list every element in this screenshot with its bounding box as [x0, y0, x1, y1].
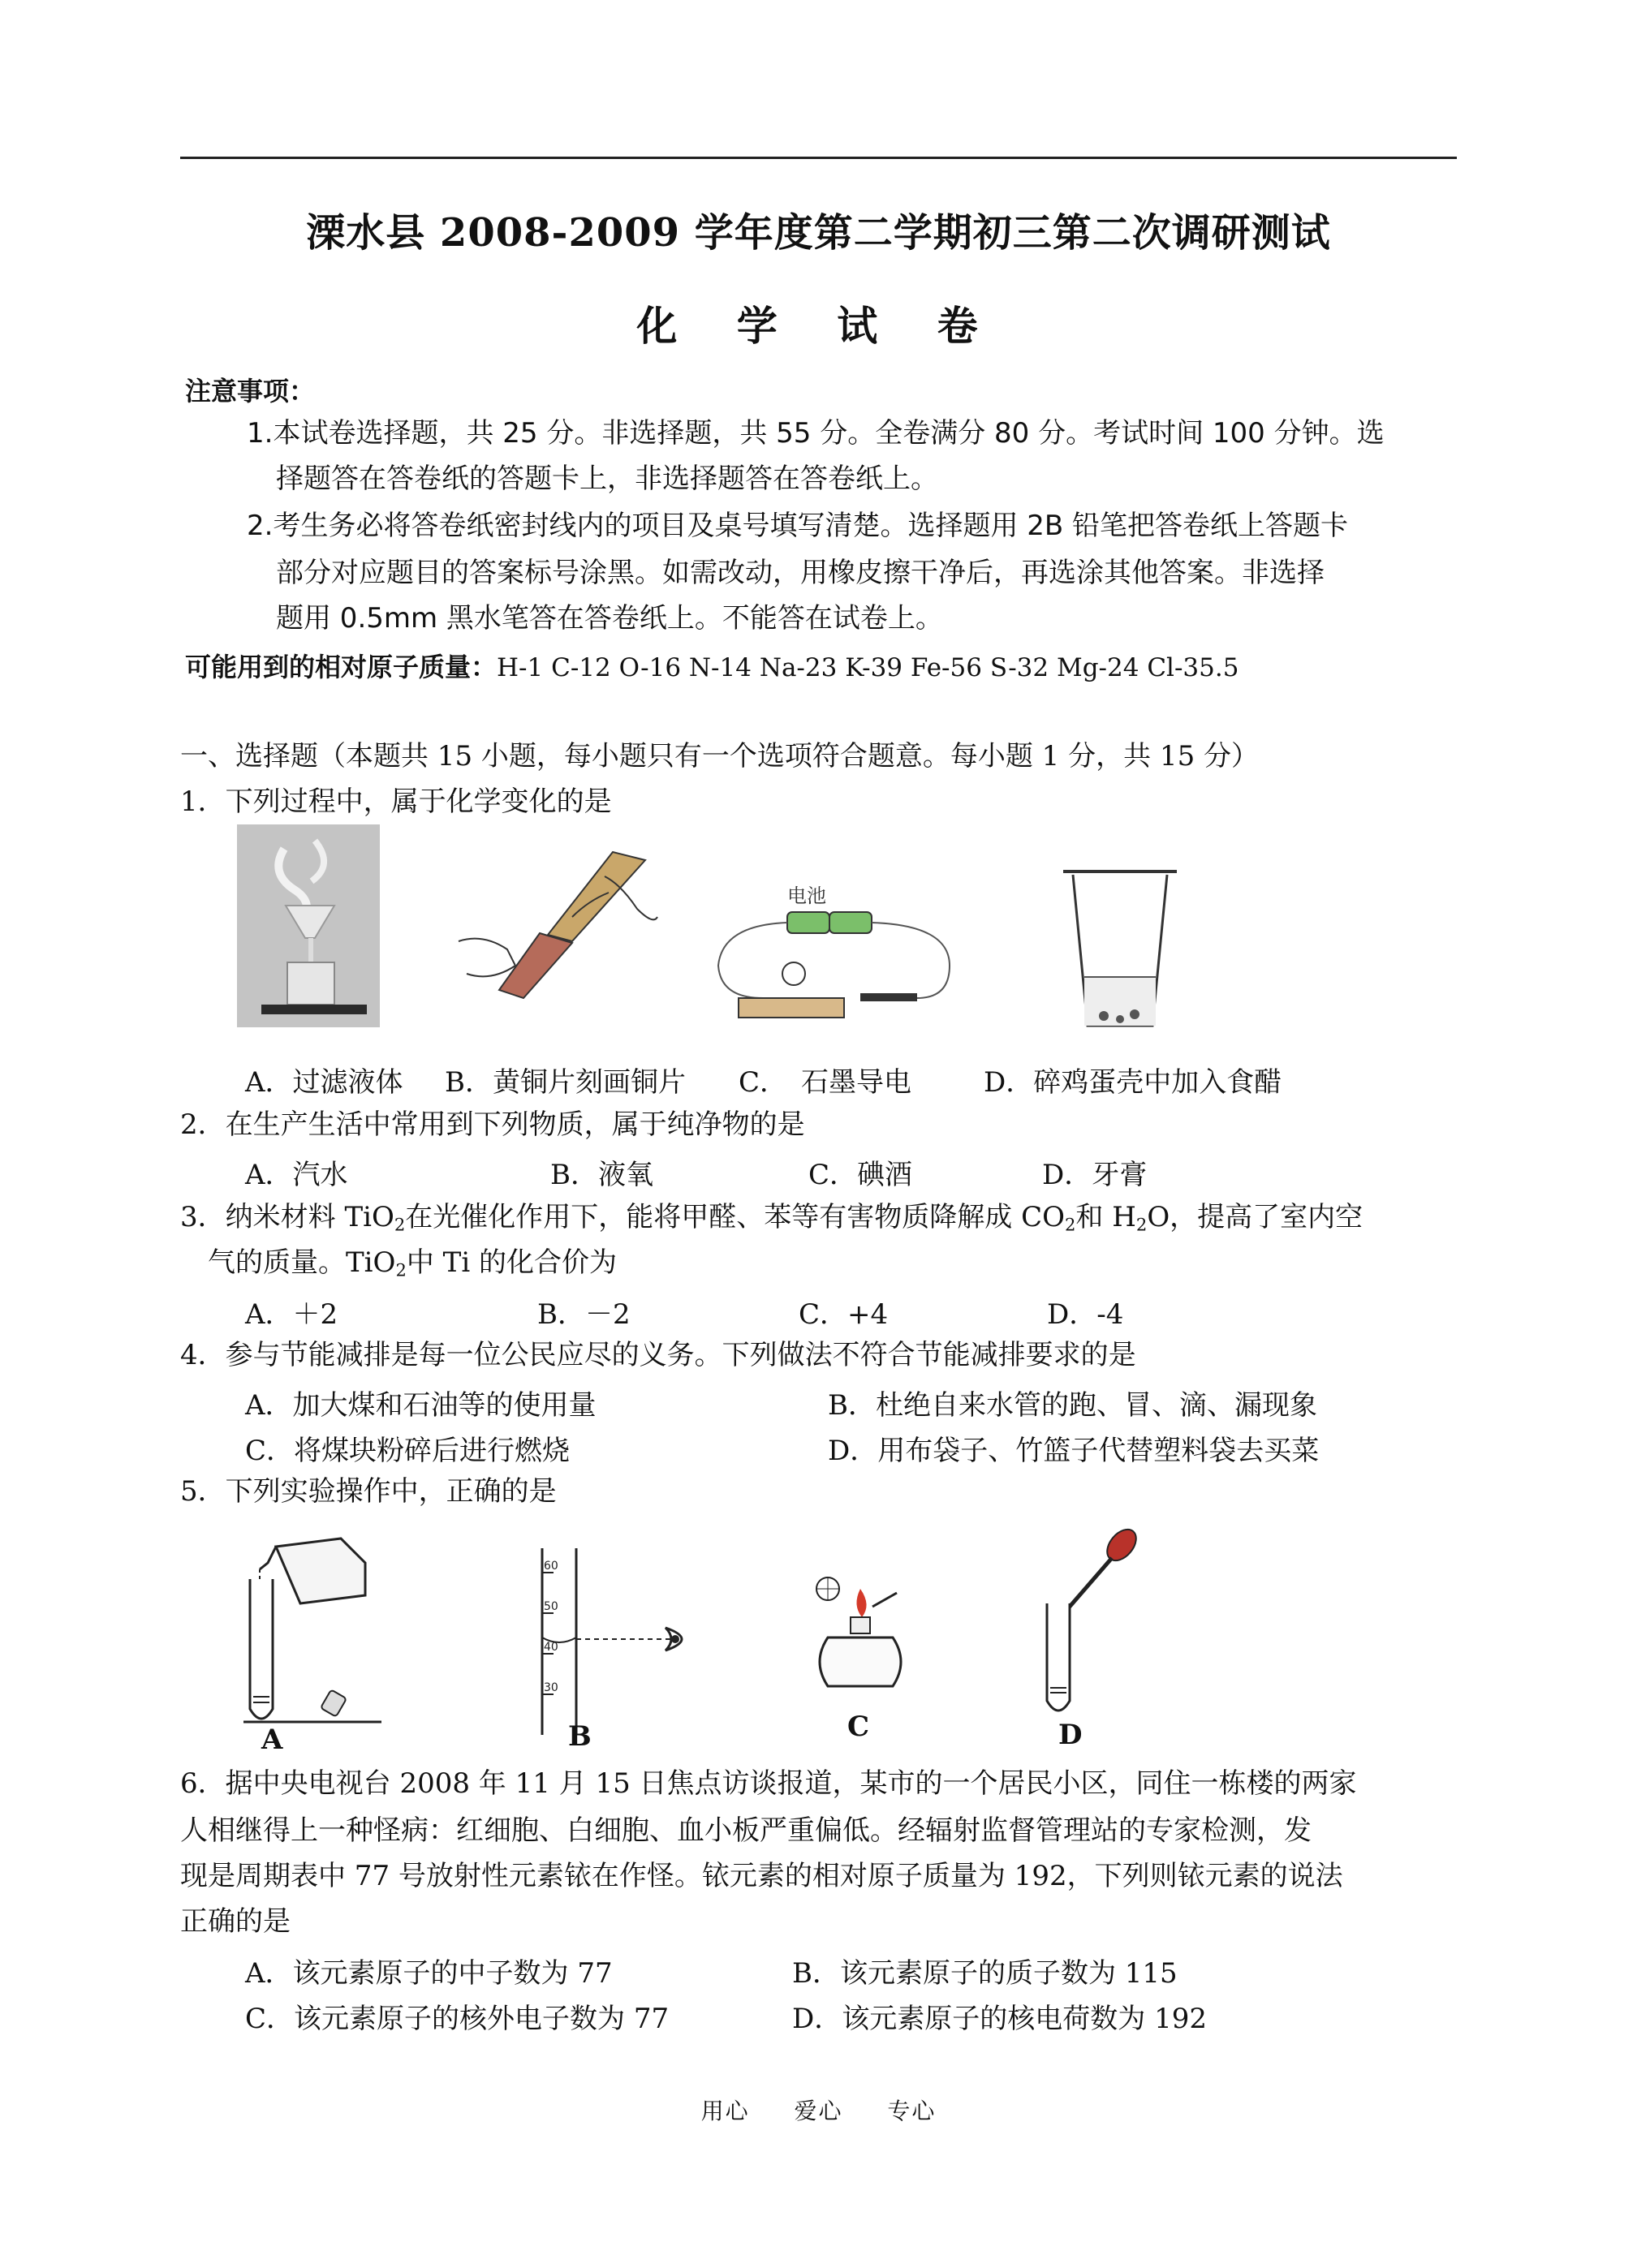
q3-line2-part-a: 气的质量。TiO	[208, 1246, 396, 1279]
q3-option-c: C．+4	[799, 1298, 889, 1331]
notice-item-1-line-2: 择题答在答卷纸的答题卡上，非选择题答在答卷纸上。	[276, 463, 938, 495]
q5-label-c: C	[847, 1711, 870, 1743]
filtration-photo	[237, 824, 380, 1027]
q6-option-c: C．该元素原子的核外电子数为 77	[245, 2003, 670, 2035]
q3-line2-part-b: 中 Ti 的化合价为	[406, 1246, 618, 1279]
q2-option-a: A．汽水	[245, 1159, 348, 1191]
q3-stem-part-a: 3．纳米材料 TiO	[180, 1201, 394, 1233]
q1-option-d: D．碎鸡蛋壳中加入食醋	[984, 1066, 1282, 1099]
q2-option-d: D．牙膏	[1042, 1159, 1148, 1191]
footer-word-3: 专心	[887, 2098, 937, 2124]
q3-stem-line-2	[208, 1245, 617, 1280]
q5-stem: 5．下列实验操作中，正确的是	[180, 1475, 557, 1508]
q3-option-d: D．-4	[1047, 1298, 1124, 1331]
dropper-test-tube-illustration	[1031, 1522, 1144, 1725]
q4-option-c: C．将煤块粉碎后进行燃烧	[245, 1435, 571, 1467]
atomic-mass-values: H-1 C-12 O-16 N-14 Na-23 K-39 Fe-56 S-32 Mg-24 Cl-35.5	[497, 653, 1239, 682]
section-1-heading: 一、选择题（本题共 15 小题，每小题只有一个选项符合题意。每小题 1 分，共 15 分）	[180, 740, 1260, 772]
notice-item-2-line-2: 部分对应题目的答案标号涂黑。如需改动，用橡皮擦干净后，再选涂其他答案。非选择	[276, 557, 1325, 589]
cylinder-tick-30: 30	[544, 1681, 558, 1694]
q6-option-b: B．该元素原子的质子数为 115	[792, 1957, 1178, 1990]
subscript: 2	[395, 1259, 407, 1280]
graphite-circuit-illustration	[706, 876, 966, 1031]
exam-title: 溧水县 2008-2009 学年度第二学期初三第二次调研测试	[306, 210, 1331, 256]
q3-stem	[180, 1199, 1363, 1235]
eggshell-beaker-illustration	[1055, 863, 1185, 1034]
q5-label-a: A	[261, 1724, 283, 1756]
cylinder-tick-40: 40	[544, 1641, 558, 1654]
subscript: 2	[394, 1214, 406, 1235]
q6-line-1: 6．据中央电视台 2008 年 11 月 15 日焦点访谈报道，某市的一个居民小区，同住一栋楼的两家	[180, 1767, 1357, 1800]
q3-option-a: A．＋2	[245, 1298, 338, 1331]
subscript: 2	[1135, 1214, 1148, 1235]
q4-option-a: A．加大煤和石油等的使用量	[245, 1389, 597, 1422]
q6-line-2: 人相继得上一种怪病：红细胞、白细胞、血小板严重偏低。经辐射监督管理站的专家检测，发	[180, 1814, 1312, 1847]
subscript: 2	[1065, 1214, 1076, 1235]
atomic-mass-label: 可能用到的相对原子质量：	[185, 652, 498, 682]
q5-label-b: B	[568, 1720, 592, 1753]
q2-stem: 2．在生产生活中常用到下列物质，属于纯净物的是	[180, 1108, 805, 1141]
notice-item-2-line-3: 题用 0.5mm 黑水笔答在答卷纸上。不能答在试卷上。	[276, 602, 943, 635]
notice-heading: 注意事项：	[185, 376, 316, 407]
q3-stem-part-d: O，提高了室内空	[1147, 1201, 1363, 1233]
q2-option-b: B．液氧	[550, 1159, 653, 1191]
q1-option-b: B．黄铜片刻画铜片	[445, 1066, 686, 1099]
alcohol-lamp-illustration	[795, 1573, 925, 1711]
graduated-cylinder-illustration	[503, 1540, 714, 1751]
q3-stem-part-c: 和 H	[1075, 1201, 1136, 1233]
pouring-liquid-illustration	[243, 1530, 390, 1741]
q4-option-d: D．用布袋子、竹篮子代替塑料袋去买菜	[828, 1435, 1320, 1467]
cylinder-tick-50: 50	[544, 1600, 558, 1613]
q4-option-b: B．杜绝自来水管的跑、冒、滴、漏现象	[828, 1389, 1317, 1422]
q6-line-3: 现是周期表中 77 号放射性元素铱在作怪。铱元素的相对原子质量为 192，下列则铱元素的说法	[180, 1860, 1343, 1892]
atomic-mass-line	[185, 649, 1239, 686]
footer-word-1: 用心	[700, 2098, 750, 2124]
q5-label-d: D	[1058, 1719, 1083, 1751]
q6-option-d: D．该元素原子的核电荷数为 192	[792, 2003, 1207, 2035]
q1-stem: 1．下列过程中，属于化学变化的是	[180, 785, 612, 818]
q4-stem: 4．参与节能减排是每一位公民应尽的义务。下列做法不符合节能减排要求的是	[180, 1339, 1136, 1371]
q6-option-a: A．该元素原子的中子数为 77	[245, 1957, 613, 1990]
q1-option-c: C． 石墨导电	[739, 1066, 912, 1099]
notice-item-2-line-1: 2.考生务必将答卷纸密封线内的项目及桌号填写清楚。选择题用 2B 铅笔把答卷纸上答题卡	[247, 510, 1349, 542]
top-rule	[180, 157, 1457, 159]
cylinder-tick-60: 60	[544, 1560, 558, 1573]
q2-option-c: C．碘酒	[808, 1159, 913, 1191]
exam-subtitle: 化 学 试 卷	[636, 302, 1001, 350]
q6-line-4: 正确的是	[180, 1905, 291, 1938]
q3-option-b: B．－2	[537, 1298, 631, 1331]
notice-item-1-line-1: 1.本试卷选择题，共 25 分。非选择题，共 55 分。全卷满分 80 分。考试时间 100 分钟。选	[247, 417, 1385, 450]
battery-label: 电池	[787, 884, 826, 907]
q3-stem-part-b: 在光催化作用下，能将甲醛、苯等有害物质降解成 CO	[405, 1201, 1065, 1233]
page-footer	[0, 2094, 1637, 2126]
brass-scratch-illustration	[450, 844, 661, 1006]
q1-option-a: A．过滤液体	[245, 1066, 403, 1099]
footer-word-2: 爱心	[794, 2098, 843, 2124]
